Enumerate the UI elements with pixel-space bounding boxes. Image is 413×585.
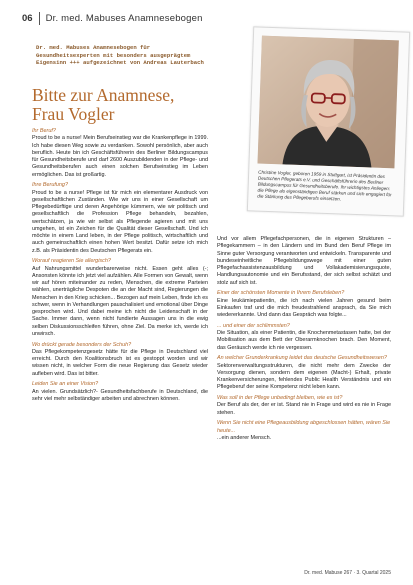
header-divider bbox=[39, 12, 40, 25]
interview-question: Leiden Sie an einer Vision? bbox=[32, 381, 99, 388]
headline-line: Bitte zur Anamnese, bbox=[32, 85, 175, 105]
interview-answer: Sektorenverwaltungsstrukturen, die nicht mehr dem Zwecke der Versorgung dienen, sondern dem eigenen (Macht-) Erhalt, private Krankenversicherungen, fehlendes Public Health Verständnis und ein Pflegeberuf der seine Kompetenz nicht leben kann. bbox=[217, 362, 391, 391]
section-title: Dr. med. Mabuses Anamnesebogen bbox=[45, 13, 203, 24]
article-headline bbox=[32, 86, 247, 123]
interview-answer: Auf Nahrungsmittel wunderbarerweise nicht. Essen geht alles (-; Ansonsten könnte ich jetzt viel aufzählen. Alle Formen von Gewalt, wenn wir auf hören miteinander zu reden, Menschen, die extreme Parteien wählen, unerträgliche Despoten die an der Macht sind, Regierungen die Menschen in den Krieg schicken... Bezogen auf mein Leben, finde ich es schwer, wenn in Verhandlungen pauschalisiert und emotional über Dinge gesprochen wird. Und dabei meine ich nicht die Leidenschaft in der Sache. Immer dann, wenn nicht fundierte Aussagen uns in die ewig selben Diskussionsschleifen führen, ohne Ziel. Da merke ich, werde ich unwirsch. bbox=[32, 265, 208, 337]
interview-answer: An vielen. Grundsätzlich?- Gesundheitsfachberufe in Deutschland, die sehr viel mehr selbständiger arbeiten und abrechnen können. bbox=[32, 388, 208, 402]
page-footer: Dr. med. Mabuse 267 · 3. Quartal 2025 bbox=[304, 570, 391, 576]
interview-answer: Der Beruf als der, der er ist. Stand nie in Frage und wird es nie in Frage stehen. bbox=[217, 402, 391, 416]
interview-question: Ihr Beruf? bbox=[32, 128, 56, 134]
interview-column-right bbox=[217, 236, 391, 442]
interview-answer: Proud to be a nurse! Mein Berufseinstieg war die Krankenpflege in 1999. Ich habe diesen Weg sowie zu verdanken. Sowohl persönlich, aber auch beruflich. Heute bin ich Geschäftsführerin des Berliner Bildungscampus für Gesundheitsberufe und darf 2600 Auszubildenden in der Pflege- und Gesundheitsberufen auch einen solchen Berufseinstieg im Leben ermöglichen. Das ist großartig. bbox=[32, 135, 208, 178]
interview-answer: ...ein anderer Mensch. bbox=[217, 434, 272, 441]
headline-line: Frau Vogler bbox=[32, 103, 115, 124]
interview-column-left bbox=[32, 128, 208, 403]
page-number: 06 bbox=[22, 13, 33, 24]
intro-line: Dr. med. Mabuses Anamnesebogen für bbox=[36, 44, 151, 51]
interview-question: Worauf reagieren Sie allergisch? bbox=[32, 258, 111, 265]
page-header bbox=[22, 12, 203, 25]
interview-question: Wenn Sie nicht eine Pflegeausbildung abgeschlossen hätten, wären Sie heute... bbox=[217, 420, 391, 434]
photo-caption: Christine Vogler, geboren 1959 in Stuttgart, ist Präsidentin des Deutschen Pflegerats e.V. und Geschäftsführerin des Berliner Bildungscampus für Gesundheitsberufe. Ihr wichtigstes Anliegen: die Pflege als eigenständigen Beruf stärken und sich engagiert für die Stärkung des Pflegeberufs einsetzen. bbox=[257, 169, 392, 202]
portrait-photo bbox=[257, 36, 398, 169]
interview-answer: Und vor allem Pflegefachpersonen, die in eigenen Strukturen – Pflegekammern – in den Ländern und im Bund den Beruf Pflege im Sinne guter Versorgung verantworten und entwickeln. Transparente und bundeseinheitliche Pflegebildungswege mit einer guten Pflegefachassistenzausbildung und Vollakademisierungsquote, Handlungsautonomie und ein Berufsstand, der sich selbst schätzt und stolz auf sich ist. bbox=[217, 236, 391, 286]
interview-answer: Proud to be a nurse! Pflege ist für mich ein elementarer Ausdruck von gesellschaftlichen Zuständen. Wie wir uns in einer Gesellschaft um Pflegebedürftige und deren Angehörige kümmern, wie wir politisch und gesellschaftlich die Profession Pflege behandeln, bezahlen, wertschätzen, ja wie wir selbst als Pflegende agieren und mit uns umgehen, ist ein Zeichen für die Qualität dieser Gesellschaft. Und ich möchte in einem Land leben, in der Pflege politisch, wirtschaftlich und auch gemeinschaftlich einen hohen Wert besitzt. Dafür setze ich mich z.B. als Präsidentin des Deutschen Pflegerats ein. bbox=[32, 189, 208, 254]
intro-line: Eigensinn +++ aufgezeichnet von Andreas Lauterbach bbox=[36, 59, 204, 67]
interview-question: Was soll in der Pflege unbedingt bleiben, wie es ist? bbox=[217, 395, 343, 401]
interview-question: Ihre Berufung? bbox=[32, 182, 68, 189]
interview-question: ... und einer der schlimmsten? bbox=[217, 322, 290, 329]
portrait-illustration bbox=[257, 36, 398, 169]
intro-line: Gesundheitsexperten mit besonders ausgeprägtem bbox=[36, 51, 191, 59]
interview-question: An welcher Grunderkrankung leidet das deutsche Gesundheitswesen? bbox=[217, 355, 387, 362]
interview-answer: Das Pflegekompetenzgesetz hätte für die Pflege in Deutschland viel erreicht. Durch den Koalitionsbruch ist es gestoppt worden und wir wissen nicht, in welcher Form die neue Regierung das Gesetz wieder aufleben wird. Das ist bitter. bbox=[32, 348, 208, 377]
interview-answer: Eine leukämiepatientin, die ich nach vielen Jahren gesund beim Einkaufen traf und die mich freudestrahlend ansprach, da Sie mich wiedererkannte. Und dann das Gespräch was folgte... bbox=[217, 297, 391, 318]
interview-question: Wo drückt gerade besonders der Schuh? bbox=[32, 341, 132, 348]
interview-question: Einer der schönsten Momente in Ihrem Berufsleben? bbox=[217, 290, 345, 297]
intro-text bbox=[36, 44, 251, 67]
portrait-polaroid bbox=[247, 26, 410, 216]
interview-answer: Die Situation, als einer Patientin, die Knochenmetastasen hatte, bei der Mobilisation aus dem Bett der Oberarmknochen brach. Den Moment, das Geräusch werde ich nie vergessen. bbox=[217, 330, 391, 351]
